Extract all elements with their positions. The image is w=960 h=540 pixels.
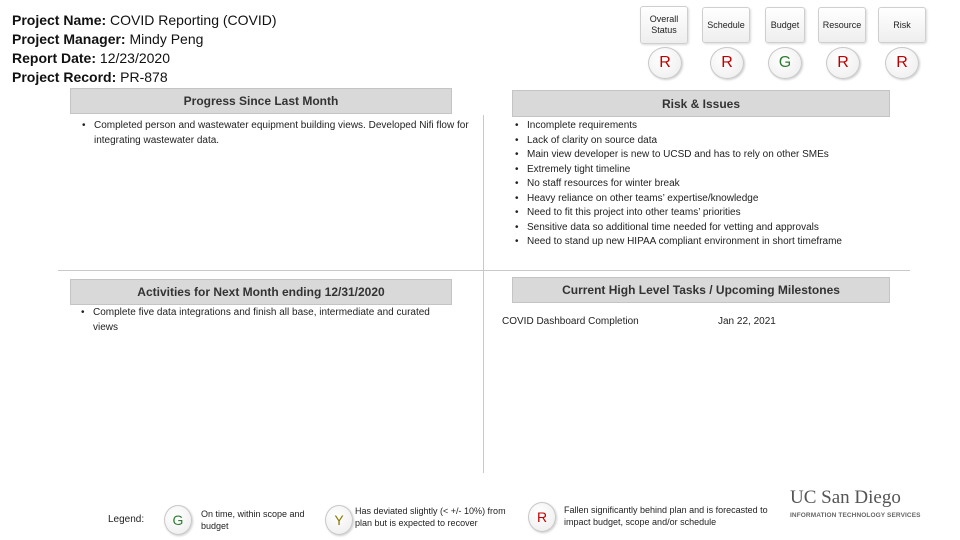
legend-label: Legend:	[108, 514, 145, 525]
activities-list	[79, 306, 449, 335]
milestone-date: Jan 22, 2021	[718, 316, 776, 327]
list-item: • Need to fit this project into other teams’ priorities	[513, 206, 913, 221]
status-header-budget: Budget	[765, 7, 805, 43]
status-header-overall: Overall Status	[640, 6, 688, 44]
project-manager-line	[12, 30, 203, 49]
project-record-line	[12, 68, 168, 87]
progress-section-title: Progress Since Last Month	[70, 88, 452, 114]
status-resource-indicator: R	[826, 47, 860, 79]
report-date-label: Report Date:	[12, 50, 97, 66]
project-record-label: Project Record:	[12, 69, 117, 85]
list-item: • Main view developer is new to UCSD and has to rely on other SMEs	[513, 148, 913, 163]
list-item: • Incomplete requirements	[513, 119, 913, 134]
status-overall-indicator: R	[648, 47, 682, 79]
project-name-label: Project Name:	[12, 12, 107, 28]
list-item: • Need to stand up new HIPAA compliant environment in short timeframe	[513, 235, 913, 250]
legend-red-indicator: R	[528, 502, 556, 532]
logo-wordmark: UC San Diego	[790, 487, 901, 508]
legend-green-indicator: G	[164, 505, 192, 535]
activities-section-title: Activities for Next Month ending 12/31/2020	[70, 279, 452, 305]
list-item: • Extremely tight timeline	[513, 163, 913, 178]
project-record-value: PR-878	[120, 69, 168, 85]
milestones-section-title: Current High Level Tasks / Upcoming Milestones	[512, 277, 890, 303]
list-item: • Sensitive data so additional time needed for vetting and approvals	[513, 221, 913, 236]
legend-yellow-text: Has deviated slightly (< +/- 10%) from plan but is expected to recover	[355, 506, 506, 528]
status-header-resource: Resource	[818, 7, 866, 43]
legend-green-text: On time, within scope and budget	[201, 509, 305, 531]
list-item: • Completed person and wastewater equipment building views. Developed Nifi flow for integrating wastewater data.	[80, 119, 480, 148]
project-name-line	[12, 11, 277, 30]
logo-subtitle: INFORMATION TECHNOLOGY SERVICES	[790, 512, 921, 519]
list-item: • Heavy reliance on other teams’ expertise/knowledge	[513, 192, 913, 207]
list-item: • Lack of clarity on source data	[513, 134, 913, 149]
status-header-risk: Risk	[878, 7, 926, 43]
status-schedule-indicator: R	[710, 47, 744, 79]
vertical-divider	[483, 115, 484, 473]
project-manager-value: Mindy Peng	[129, 31, 204, 47]
ucsd-logo	[790, 487, 940, 519]
list-item: • No staff resources for winter break	[513, 177, 913, 192]
status-budget-indicator: G	[768, 47, 802, 79]
project-manager-label: Project Manager:	[12, 31, 126, 47]
milestone-task: COVID Dashboard Completion	[502, 316, 639, 327]
legend-yellow-indicator: Y	[325, 505, 353, 535]
status-header-schedule: Schedule	[702, 7, 750, 43]
risks-section-title: Risk & Issues	[512, 90, 890, 117]
project-name-value: COVID Reporting (COVID)	[110, 12, 277, 28]
horizontal-divider	[58, 270, 910, 271]
progress-list	[80, 119, 480, 148]
status-risk-indicator: R	[885, 47, 919, 79]
report-date-value: 12/23/2020	[99, 50, 170, 66]
legend-red-text: Fallen significantly behind plan and is forecasted to impact budget, scope and/or schedule	[564, 505, 768, 527]
risks-list	[513, 119, 913, 250]
list-item: • Complete five data integrations and finish all base, intermediate and curated views	[79, 306, 449, 335]
report-date-line	[12, 49, 170, 68]
